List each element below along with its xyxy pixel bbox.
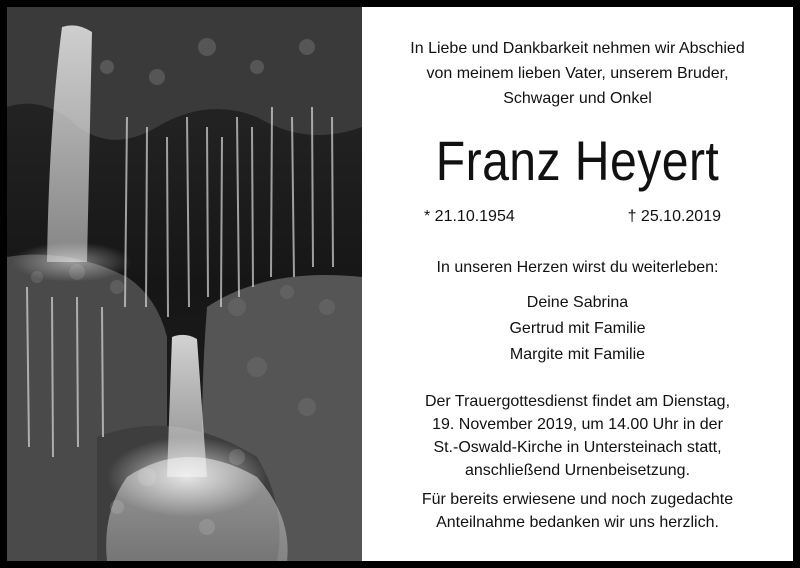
mourner-item: Margite mit Familie xyxy=(509,346,646,363)
birth-date: * 21.10.1954 xyxy=(424,208,515,225)
thanks-note xyxy=(362,488,793,534)
waterfall-photo xyxy=(7,7,362,561)
service-info xyxy=(362,390,793,482)
mourners-list xyxy=(362,290,793,368)
service-line: 19. November 2019, um 14.00 Uhr in der xyxy=(432,416,723,433)
service-line: Der Trauergottesdienst findet am Dienstag, xyxy=(424,393,731,410)
intro-line: In Liebe und Dankbarkeit nehmen wir Abschied xyxy=(410,40,745,57)
service-line: anschließend Urnenbeisetzung. xyxy=(464,462,691,479)
thanks-line: Anteilnahme bedanken wir uns herzlich. xyxy=(436,514,719,531)
intro-text xyxy=(362,36,793,111)
intro-line: Schwager und Onkel xyxy=(503,90,652,107)
service-line: St.-Oswald-Kirche in Untersteinach statt, xyxy=(433,439,722,456)
death-date: † 25.10.2019 xyxy=(627,208,721,225)
notice-text-panel xyxy=(362,7,793,561)
mourner-item: Gertrud mit Familie xyxy=(509,320,646,337)
motto-line: In unseren Herzen wirst du weiterleben: xyxy=(436,259,719,276)
life-dates xyxy=(424,206,721,228)
mourner-item: Deine Sabrina xyxy=(526,294,629,311)
waterfall-illustration xyxy=(7,7,362,561)
intro-line: von meinem lieben Vater, unserem Bruder, xyxy=(426,65,729,82)
thanks-line: Für bereits erwiesene und noch zugedachte xyxy=(421,491,734,508)
deceased-name: Franz Heyert xyxy=(435,129,720,192)
